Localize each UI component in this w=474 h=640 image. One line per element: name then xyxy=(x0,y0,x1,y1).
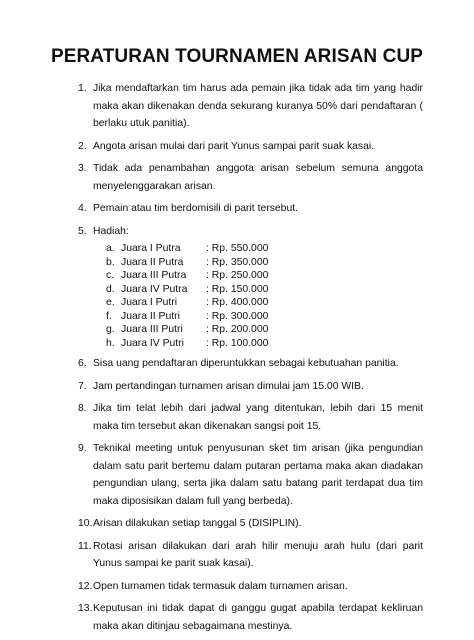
rule-text: Jika mendaftarkan tim harus ada pemain jika tidak ada tim yang hadir maka akan dikenakan denda sekurang kuranya 50% dari pendaftaran ( berlaku utuk panitia). xyxy=(93,83,423,129)
prize-letter: g. xyxy=(106,324,115,335)
prize-amount: : Rp. 150.000 xyxy=(206,283,269,295)
prize-amount: : Rp. 250.000 xyxy=(206,270,269,281)
prize-name: Juara II Putra xyxy=(121,256,184,268)
rule-item-12 xyxy=(78,578,423,596)
rule-number: 3. xyxy=(78,163,87,174)
rule-number: 7. xyxy=(78,380,87,392)
prize-name: Juara II Putri xyxy=(121,310,180,322)
prize-letter: f. xyxy=(106,310,112,322)
prize-name: Juara I Putri xyxy=(121,297,178,308)
rule-item-10 xyxy=(78,515,423,533)
rule-number: 10. xyxy=(78,518,93,529)
rule-number: 9. xyxy=(78,443,87,454)
rule-text: Open turnamen tidak termasuk dalam turnamen arisan. xyxy=(93,580,348,592)
rule-number: 8. xyxy=(78,403,87,414)
prize-list xyxy=(78,242,423,350)
prize-item xyxy=(78,269,423,283)
prize-letter: d. xyxy=(106,283,115,295)
rule-text: Tidak ada penambahan anggota arisan sebelum semuna anggota menyelenggarakan arisan. xyxy=(93,163,423,192)
rule-item-4 xyxy=(78,200,423,218)
rule-number: 11. xyxy=(78,540,92,552)
rule-number: 12. xyxy=(78,580,93,592)
prize-amount: : Rp. 350.000 xyxy=(206,256,269,268)
rule-item-5 xyxy=(78,223,423,351)
rule-number: 2. xyxy=(78,140,87,152)
prize-amount: : Rp. 200.000 xyxy=(206,324,269,335)
rule-text: Angota arisan mulai dari parit Yunus sampai parit suak kasai. xyxy=(93,140,375,152)
prize-name: Juara IV Putra xyxy=(121,283,188,295)
rule-text: Hadiah: xyxy=(93,225,129,237)
rule-text: Pemain atau tim berdomisili di parit tersebut. xyxy=(93,203,299,214)
prize-item xyxy=(78,323,423,337)
prize-name: Juara III Putri xyxy=(121,324,183,335)
rules-list xyxy=(78,80,423,640)
rule-item-11 xyxy=(78,538,423,573)
rule-item-13 xyxy=(78,600,423,635)
rule-number: 4. xyxy=(78,203,87,214)
prize-item xyxy=(78,296,423,310)
rule-number: 6. xyxy=(78,358,87,369)
prize-amount: : Rp. 100.000 xyxy=(206,337,269,349)
rule-item-8 xyxy=(78,400,423,435)
rule-text: Sisa uang pendaftaran diperuntukkan sebagai kebutuahan panitia. xyxy=(93,358,399,369)
rule-text: Rotasi arisan dilakukan dari arah hilir menuju arah hulu (dari parit Yunus sampai ke parit suak kasai). xyxy=(93,540,423,569)
prize-letter: c. xyxy=(106,270,115,281)
rule-number: 5. xyxy=(78,225,87,237)
prize-item xyxy=(78,242,423,256)
prize-letter: b. xyxy=(106,256,115,268)
prize-name: Juara IV Putri xyxy=(121,337,184,349)
rule-item-6 xyxy=(78,355,423,373)
prize-amount: : Rp. 400.000 xyxy=(206,297,269,308)
prize-amount: : Rp. 550.000 xyxy=(206,243,269,254)
prize-letter: e. xyxy=(106,297,115,308)
rule-text: Keputusan ini tidak dapat di ganggu gugat apabila terdapat kekliruan maka akan ditinjau sebagaimana mestinya. xyxy=(93,603,423,632)
rule-item-2 xyxy=(78,138,423,156)
prize-item xyxy=(78,337,423,351)
rule-text: Jam pertandingan turnamen arisan dimulai jam 15.00 WIB. xyxy=(93,380,364,392)
prize-letter: a. xyxy=(106,243,115,254)
rule-item-7 xyxy=(78,378,423,396)
prize-item xyxy=(78,283,423,297)
prize-letter: h. xyxy=(106,337,115,349)
rule-text: Arisan dilakukan setiap tanggal 5 (DISIPLIN). xyxy=(93,518,302,529)
prize-item xyxy=(78,256,423,270)
rule-item-1 xyxy=(78,80,423,133)
prize-item xyxy=(78,310,423,324)
rule-item-9 xyxy=(78,440,423,510)
prize-name: Juara III Putra xyxy=(121,270,187,281)
prize-amount: : Rp. 300.000 xyxy=(206,310,269,322)
rule-number: 13. xyxy=(78,603,93,614)
rule-number: 1. xyxy=(78,83,87,94)
page-title: PERATURAN TOURNAMEN ARISAN CUP xyxy=(50,46,424,67)
prize-name: Juara I Putra xyxy=(121,243,181,254)
rule-item-3 xyxy=(78,160,423,195)
rule-text: Teknikal meeting untuk penyusunan sket tim arisan (jika pengundian dalam satu parit bertemu dalam putaran pertama maka akan diadakan pengundian ulang, serta jika dalam satu batang parit terdapat dua tim maka diposisikan dalam full yang berbeda). xyxy=(93,443,423,507)
rule-text: Jika tim telat lebih dari jadwal yang ditentukan, lebih dari 15 menit maka tim tersebut akan dikenakan sangsi poit 15. xyxy=(93,403,423,432)
